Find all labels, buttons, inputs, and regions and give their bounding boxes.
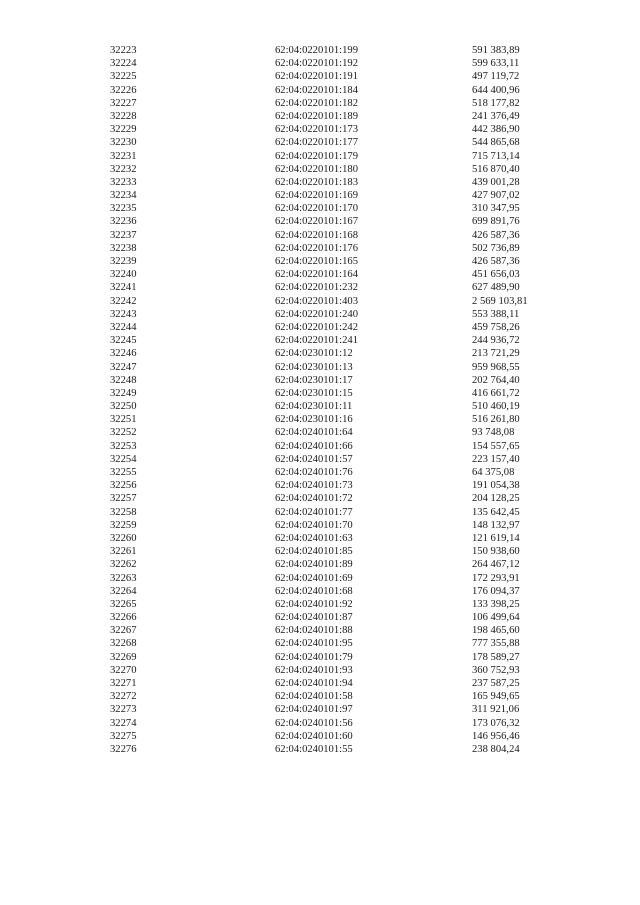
row-number: 32273 (110, 704, 137, 716)
row-number: 32262 (110, 559, 137, 571)
row-number: 32267 (110, 625, 137, 637)
cadastral-number: 62:04:0240101:58 (275, 691, 353, 703)
cadastral-number: 62:04:0220101:199 (275, 45, 358, 56)
table-row (110, 703, 570, 716)
data-table (110, 44, 570, 756)
cadastral-number: 62:04:0240101:79 (275, 651, 353, 663)
value-amount: 427 907,02 (472, 190, 520, 202)
value-amount: 264 467,12 (472, 559, 520, 571)
cadastral-number: 62:04:0240101:69 (275, 572, 353, 584)
table-row (110, 347, 570, 360)
value-amount: 451 656,03 (472, 269, 520, 281)
table-row (110, 651, 570, 664)
row-number: 32251 (110, 414, 137, 426)
cadastral-number: 62:04:0220101:168 (275, 229, 358, 241)
cadastral-number: 62:04:0240101:68 (275, 585, 353, 597)
value-amount: 310 347,95 (472, 203, 520, 215)
value-amount: 777 355,88 (472, 638, 520, 650)
row-number: 32228 (110, 110, 137, 122)
value-amount: 154 557,65 (472, 440, 520, 452)
cadastral-number: 62:04:0220101:173 (275, 124, 358, 136)
table-row (110, 677, 570, 690)
value-amount: 516 870,40 (472, 163, 520, 175)
row-number: 32226 (110, 84, 137, 96)
cadastral-number: 62:04:0240101:56 (275, 717, 353, 729)
table-row (110, 664, 570, 677)
cadastral-number: 62:04:0220101:232 (275, 282, 358, 294)
table-row (110, 466, 570, 479)
value-amount: 106 499,64 (472, 612, 520, 624)
value-amount: 244 936,72 (472, 335, 520, 347)
value-amount: 715 713,14 (472, 150, 520, 162)
row-number: 32232 (110, 163, 137, 175)
row-number: 32263 (110, 572, 137, 584)
row-number: 32241 (110, 282, 137, 294)
cadastral-number: 62:04:0240101:76 (275, 467, 353, 478)
row-number: 32264 (110, 585, 137, 597)
value-amount: 198 465,60 (472, 625, 520, 637)
table-row (110, 361, 570, 374)
table-row (110, 598, 570, 611)
table-row (110, 281, 570, 294)
value-amount: 178 589,27 (472, 651, 520, 663)
cadastral-number: 62:04:0240101:66 (275, 440, 353, 452)
value-amount: 93 748,08 (472, 427, 515, 439)
row-number: 32261 (110, 546, 137, 558)
value-amount: 426 587,36 (472, 256, 520, 267)
table-row (110, 268, 570, 281)
table-row (110, 136, 570, 149)
value-amount: 150 938,60 (472, 546, 520, 558)
value-amount: 148 132,97 (472, 519, 520, 531)
cadastral-number: 62:04:0240101:87 (275, 612, 353, 624)
table-row (110, 690, 570, 703)
table-row (110, 229, 570, 242)
table-row (110, 426, 570, 439)
value-amount: 173 076,32 (472, 717, 520, 729)
table-row (110, 453, 570, 466)
cadastral-number: 62:04:0220101:184 (275, 84, 358, 96)
row-number: 32233 (110, 176, 137, 188)
value-amount: 237 587,25 (472, 678, 520, 689)
table-row (110, 519, 570, 532)
table-row (110, 611, 570, 624)
value-amount: 544 865,68 (472, 137, 520, 149)
row-number: 32252 (110, 427, 137, 439)
table-row (110, 123, 570, 136)
value-amount: 213 721,29 (472, 348, 520, 360)
value-amount: 699 891,76 (472, 216, 520, 228)
row-number: 32250 (110, 401, 137, 413)
value-amount: 627 489,90 (472, 282, 520, 294)
row-number: 32231 (110, 150, 137, 162)
table-row (110, 110, 570, 123)
cadastral-number: 62:04:0220101:165 (275, 256, 358, 267)
row-number: 32244 (110, 321, 137, 333)
row-number: 32270 (110, 664, 137, 676)
table-row (110, 202, 570, 215)
value-amount: 599 633,11 (472, 58, 520, 70)
value-amount: 360 752,93 (472, 664, 520, 676)
cadastral-number: 62:04:0240101:88 (275, 625, 353, 637)
row-number: 32243 (110, 308, 137, 320)
value-amount: 516 261,80 (472, 414, 520, 426)
row-number: 32260 (110, 532, 137, 544)
value-amount: 459 758,26 (472, 321, 520, 333)
table-row (110, 717, 570, 730)
cadastral-number: 62:04:0220101:176 (275, 242, 358, 254)
row-number: 32249 (110, 387, 137, 399)
value-amount: 510 460,19 (472, 401, 520, 413)
value-amount: 121 619,14 (472, 532, 520, 544)
value-amount: 172 293,91 (472, 572, 520, 584)
table-row (110, 413, 570, 426)
cadastral-number: 62:04:0240101:70 (275, 519, 353, 531)
cadastral-number: 62:04:0220101:240 (275, 308, 358, 320)
cadastral-number: 62:04:0220101:183 (275, 176, 358, 188)
cadastral-number: 62:04:0240101:89 (275, 559, 353, 571)
table-row (110, 97, 570, 110)
row-number: 32254 (110, 453, 137, 465)
cadastral-number: 62:04:0220101:192 (275, 58, 358, 70)
value-amount: 146 956,46 (472, 730, 520, 742)
cadastral-number: 62:04:0220101:179 (275, 150, 358, 162)
cadastral-number: 62:04:0230101:13 (275, 361, 353, 373)
value-amount: 497 119,72 (472, 71, 520, 83)
table-row (110, 334, 570, 347)
cadastral-number: 62:04:0220101:182 (275, 97, 358, 109)
row-number: 32248 (110, 374, 137, 386)
row-number: 32235 (110, 203, 137, 215)
row-number: 32229 (110, 124, 137, 136)
cadastral-number: 62:04:0240101:72 (275, 493, 353, 505)
row-number: 32240 (110, 269, 137, 281)
table-row (110, 545, 570, 558)
value-amount: 644 400,96 (472, 84, 520, 96)
cadastral-number: 62:04:0240101:57 (275, 453, 353, 465)
table-row (110, 558, 570, 571)
table-row (110, 57, 570, 70)
table-row (110, 532, 570, 545)
row-number: 32247 (110, 361, 137, 373)
table-row (110, 176, 570, 189)
table-row (110, 506, 570, 519)
cadastral-number: 62:04:0240101:77 (275, 506, 353, 518)
cadastral-number: 62:04:0220101:403 (275, 295, 358, 307)
row-number: 32257 (110, 493, 137, 505)
value-amount: 2 569 103,81 (472, 295, 528, 307)
cadastral-number: 62:04:0240101:73 (275, 480, 353, 492)
table-row (110, 255, 570, 268)
value-amount: 518 177,82 (472, 97, 520, 109)
row-number: 32274 (110, 717, 137, 729)
table-row (110, 189, 570, 202)
table-row (110, 308, 570, 321)
row-number: 32276 (110, 743, 137, 755)
table-row (110, 492, 570, 505)
value-amount: 176 094,37 (472, 585, 520, 597)
cadastral-number: 62:04:0240101:60 (275, 730, 353, 742)
row-number: 32245 (110, 335, 137, 347)
cadastral-number: 62:04:0220101:180 (275, 163, 358, 175)
row-number: 32238 (110, 242, 137, 254)
table-row (110, 44, 570, 57)
value-amount: 165 949,65 (472, 691, 520, 703)
row-number: 32246 (110, 348, 137, 360)
value-amount: 426 587,36 (472, 229, 520, 241)
row-number: 32234 (110, 190, 137, 202)
cadastral-number: 62:04:0220101:164 (275, 269, 358, 281)
row-number: 32223 (110, 45, 137, 56)
row-number: 32253 (110, 440, 137, 452)
table-row (110, 743, 570, 756)
value-amount: 311 921,06 (472, 704, 520, 716)
row-number: 32225 (110, 71, 137, 83)
value-amount: 223 157,40 (472, 453, 520, 465)
row-number: 32255 (110, 467, 137, 478)
cadastral-number: 62:04:0240101:92 (275, 598, 353, 610)
table-row (110, 150, 570, 163)
value-amount: 553 388,11 (472, 308, 520, 320)
cadastral-number: 62:04:0240101:64 (275, 427, 353, 439)
row-number: 32258 (110, 506, 137, 518)
row-number: 32269 (110, 651, 137, 663)
row-number: 32275 (110, 730, 137, 742)
row-number: 32236 (110, 216, 137, 228)
value-amount: 442 386,90 (472, 124, 520, 136)
cadastral-number: 62:04:0230101:12 (275, 348, 353, 360)
table-row (110, 242, 570, 255)
cadastral-number: 62:04:0240101:94 (275, 678, 353, 689)
table-row (110, 572, 570, 585)
cadastral-number: 62:04:0240101:93 (275, 664, 353, 676)
table-row (110, 730, 570, 743)
cadastral-number: 62:04:0230101:16 (275, 414, 353, 426)
row-number: 32256 (110, 480, 137, 492)
cadastral-number: 62:04:0230101:15 (275, 387, 353, 399)
table-row (110, 321, 570, 334)
value-amount: 502 736,89 (472, 242, 520, 254)
row-number: 32230 (110, 137, 137, 149)
cadastral-number: 62:04:0240101:85 (275, 546, 353, 558)
table-row (110, 70, 570, 83)
table-row (110, 440, 570, 453)
cadastral-number: 62:04:0240101:97 (275, 704, 353, 716)
row-number: 32271 (110, 678, 137, 689)
table-row (110, 295, 570, 308)
cadastral-number: 62:04:0240101:55 (275, 743, 353, 755)
value-amount: 416 661,72 (472, 387, 520, 399)
row-number: 32237 (110, 229, 137, 241)
table-row (110, 374, 570, 387)
cadastral-number: 62:04:0220101:170 (275, 203, 358, 215)
cadastral-number: 62:04:0220101:242 (275, 321, 358, 333)
value-amount: 238 804,24 (472, 743, 520, 755)
value-amount: 959 968,55 (472, 361, 520, 373)
table-row (110, 400, 570, 413)
cadastral-number: 62:04:0220101:177 (275, 137, 358, 149)
value-amount: 241 376,49 (472, 110, 520, 122)
row-number: 32242 (110, 295, 137, 307)
value-amount: 202 764,40 (472, 374, 520, 386)
row-number: 32239 (110, 256, 137, 267)
table-row (110, 585, 570, 598)
cadastral-number: 62:04:0220101:191 (275, 71, 358, 83)
row-number: 32268 (110, 638, 137, 650)
table-row (110, 387, 570, 400)
row-number: 32272 (110, 691, 137, 703)
cadastral-number: 62:04:0220101:169 (275, 190, 358, 202)
table-row (110, 479, 570, 492)
row-number: 32265 (110, 598, 137, 610)
table-row (110, 637, 570, 650)
value-amount: 191 054,38 (472, 480, 520, 492)
cadastral-number: 62:04:0230101:17 (275, 374, 353, 386)
row-number: 32259 (110, 519, 137, 531)
table-row (110, 84, 570, 97)
row-number: 32266 (110, 612, 137, 624)
table-row (110, 624, 570, 637)
cadastral-number: 62:04:0220101:241 (275, 335, 358, 347)
cadastral-number: 62:04:0240101:95 (275, 638, 353, 650)
table-row (110, 163, 570, 176)
cadastral-number: 62:04:0220101:189 (275, 110, 358, 122)
value-amount: 64 375,08 (472, 467, 515, 478)
row-number: 32227 (110, 97, 137, 109)
value-amount: 204 128,25 (472, 493, 520, 505)
row-number: 32224 (110, 58, 137, 70)
cadastral-number: 62:04:0220101:167 (275, 216, 358, 228)
value-amount: 439 001,28 (472, 176, 520, 188)
value-amount: 591 383,89 (472, 45, 520, 56)
cadastral-number: 62:04:0230101:11 (275, 401, 353, 413)
value-amount: 133 398,25 (472, 598, 520, 610)
cadastral-number: 62:04:0240101:63 (275, 532, 353, 544)
value-amount: 135 642,45 (472, 506, 520, 518)
table-row (110, 215, 570, 228)
